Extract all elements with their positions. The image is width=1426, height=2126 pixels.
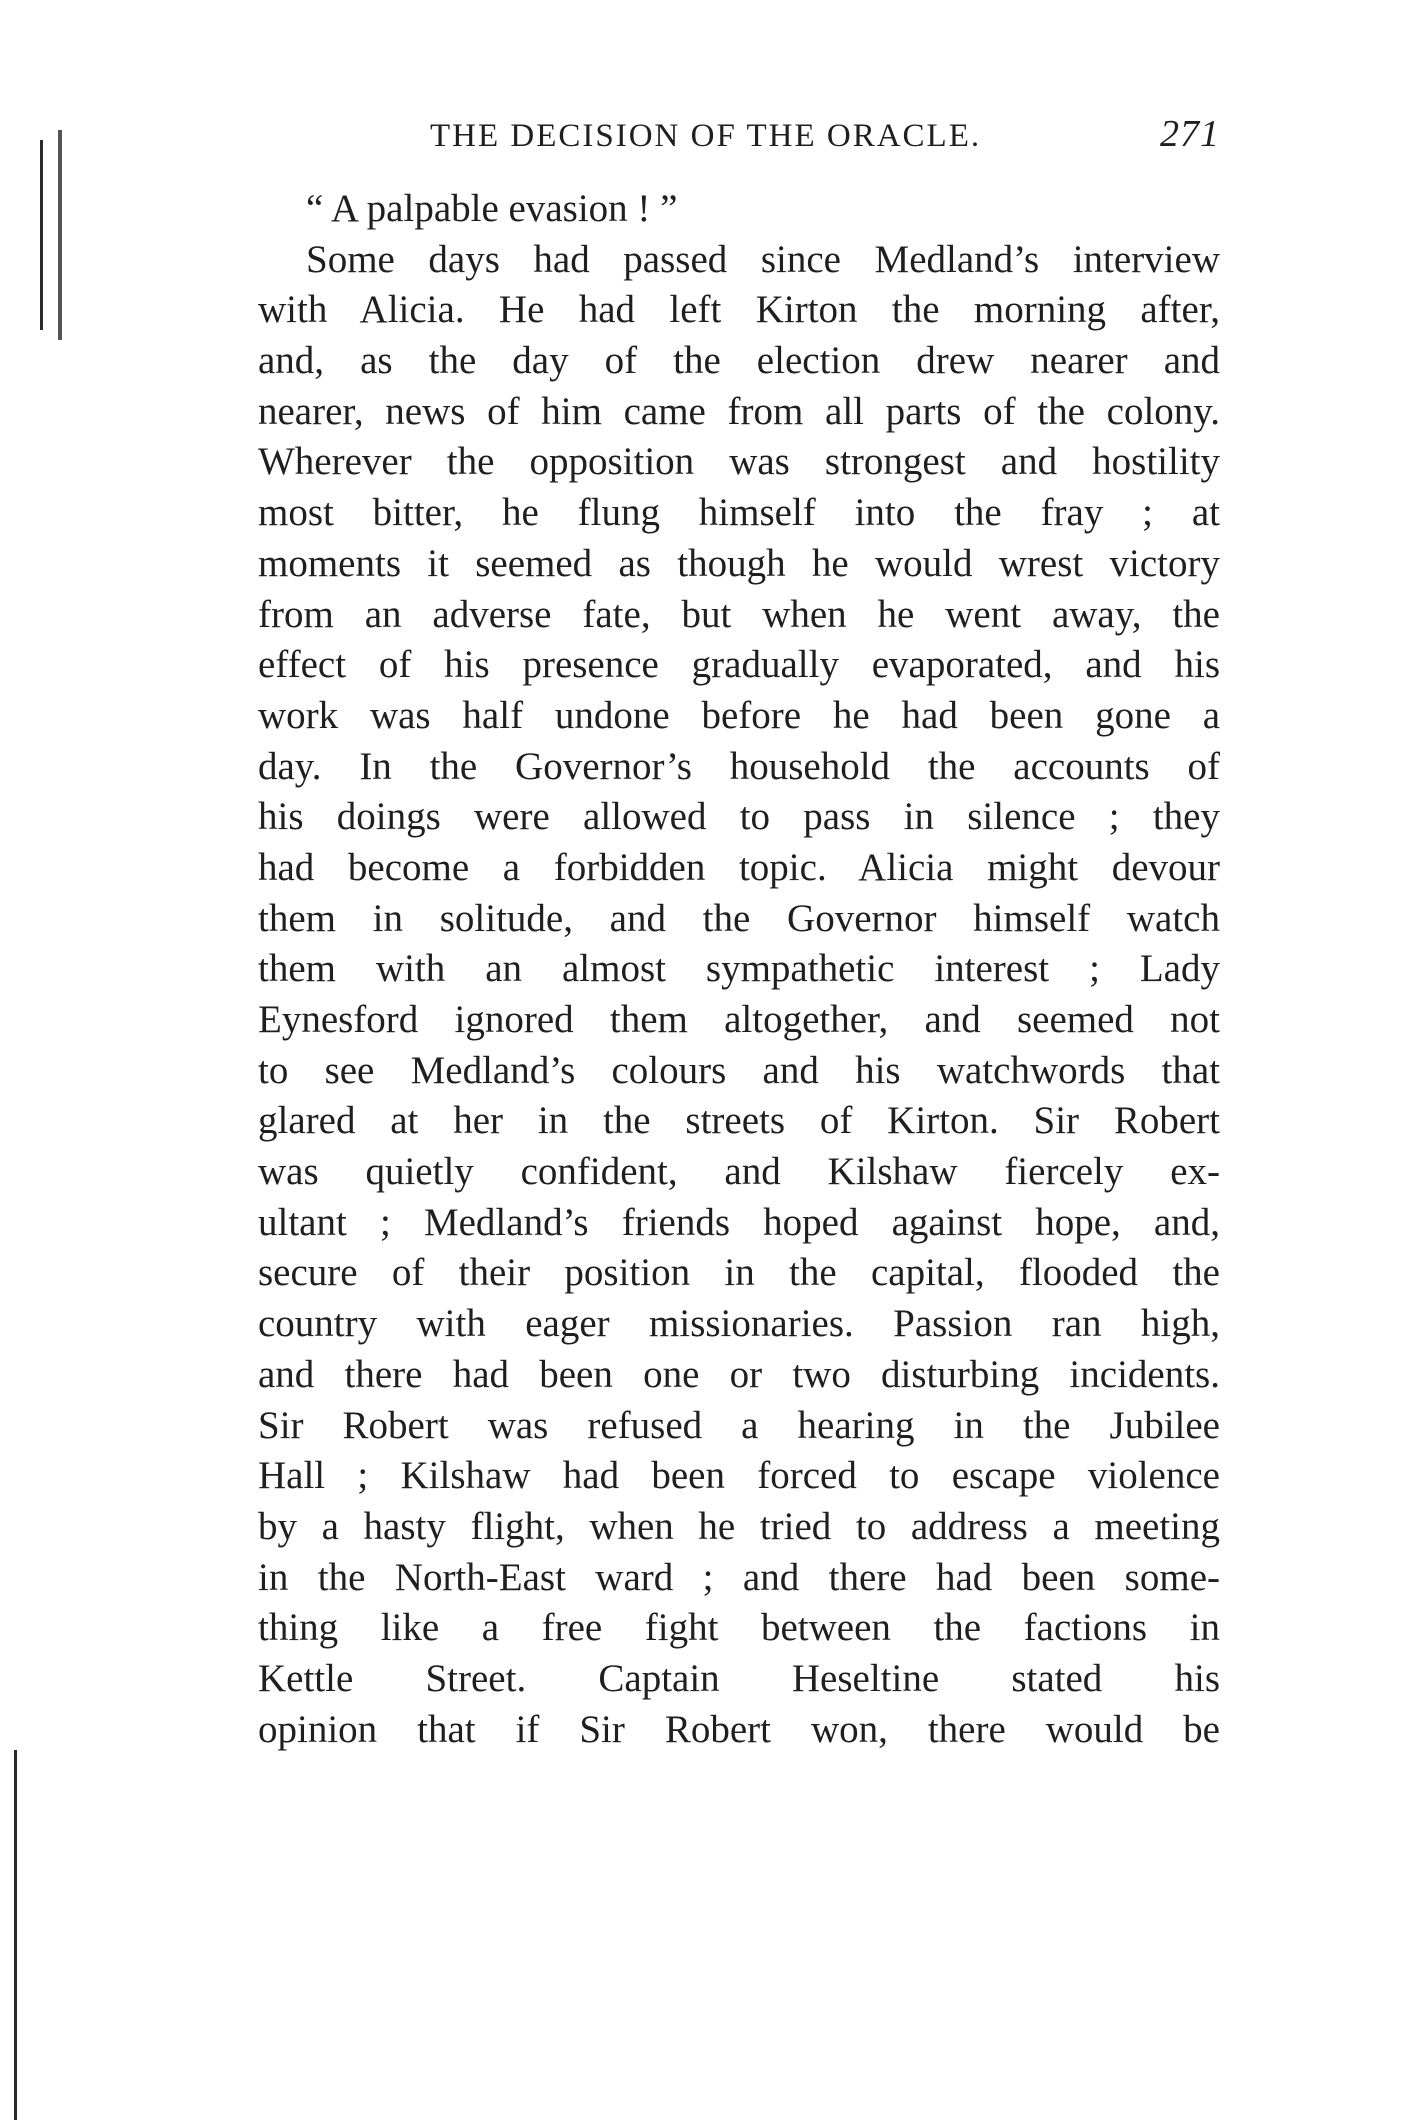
text-line-26: by a hasty flight, when he tried to address a meeting (258, 1504, 1220, 1548)
text-line-25: Hall ; Kilshaw had been forced to escape violence (258, 1454, 1220, 1498)
body-text (258, 184, 1220, 1755)
text-line-22: country with eager missionaries. Passion ran high, (258, 1302, 1220, 1346)
chapter-title: THE DECISION OF THE ORACLE. (430, 118, 982, 154)
gutter-mark-bottom (14, 1750, 17, 2120)
text-line-0: “ A palpable evasion ! ” (306, 187, 678, 230)
text-line-4: nearer, news of him came from all parts of the colony. (258, 389, 1220, 433)
gutter-mark-top (40, 140, 43, 330)
text-line-23: and there had been one or two disturbing incidents. (258, 1352, 1220, 1396)
text-line-20: ultant ; Medland’s friends hoped against hope, and, (258, 1200, 1220, 1244)
text-line-13: had become a forbidden topic. Alicia might devour (258, 845, 1220, 889)
text-line-1: Some days had passed since Medland’s interview (306, 237, 1220, 281)
text-line-10: work was half undone before he had been gone a (258, 693, 1220, 737)
text-line-27: in the North-East ward ; and there had been some- (258, 1555, 1220, 1599)
text-line-29: Kettle Street. Captain Heseltine stated his (258, 1656, 1220, 1700)
text-line-7: moments it seemed as though he would wrest victory (258, 541, 1220, 585)
text-line-5: Wherever the opposition was strongest and hostility (258, 440, 1220, 484)
text-line-19: was quietly confident, and Kilshaw fiercely ex- (258, 1150, 1220, 1194)
text-line-12: his doings were allowed to pass in silence ; they (258, 795, 1220, 839)
text-line-2: with Alicia. He had left Kirton the morning after, (258, 288, 1220, 332)
text-line-17: to see Medland’s colours and his watchwords that (258, 1048, 1220, 1092)
text-line-14: them in solitude, and the Governor himself watch (258, 896, 1220, 940)
text-line-24: Sir Robert was refused a hearing in the Jubilee (258, 1403, 1220, 1447)
text-line-6: most bitter, he flung himself into the fray ; at (258, 491, 1220, 535)
text-line-30: opinion that if Sir Robert won, there would be (258, 1707, 1220, 1751)
text-line-18: glared at her in the streets of Kirton. Sir Robert (258, 1099, 1220, 1143)
page-number: 271 (1160, 113, 1220, 155)
running-head (420, 112, 1220, 164)
text-line-28: thing like a free fight between the factions in (258, 1606, 1220, 1650)
text-line-16: Eynesford ignored them altogether, and seemed not (258, 998, 1220, 1041)
text-line-21: secure of their position in the capital, flooded the (258, 1251, 1220, 1295)
gutter-mark-top-2 (58, 130, 62, 340)
text-line-15: them with an almost sympathetic interest ; Lady (258, 947, 1220, 991)
text-line-11: day. In the Governor’s household the accounts of (258, 744, 1220, 788)
text-line-9: effect of his presence gradually evaporated, and his (258, 643, 1220, 687)
text-line-3: and, as the day of the election drew nearer and (258, 339, 1220, 383)
text-line-8: from an adverse fate, but when he went away, the (258, 592, 1220, 636)
